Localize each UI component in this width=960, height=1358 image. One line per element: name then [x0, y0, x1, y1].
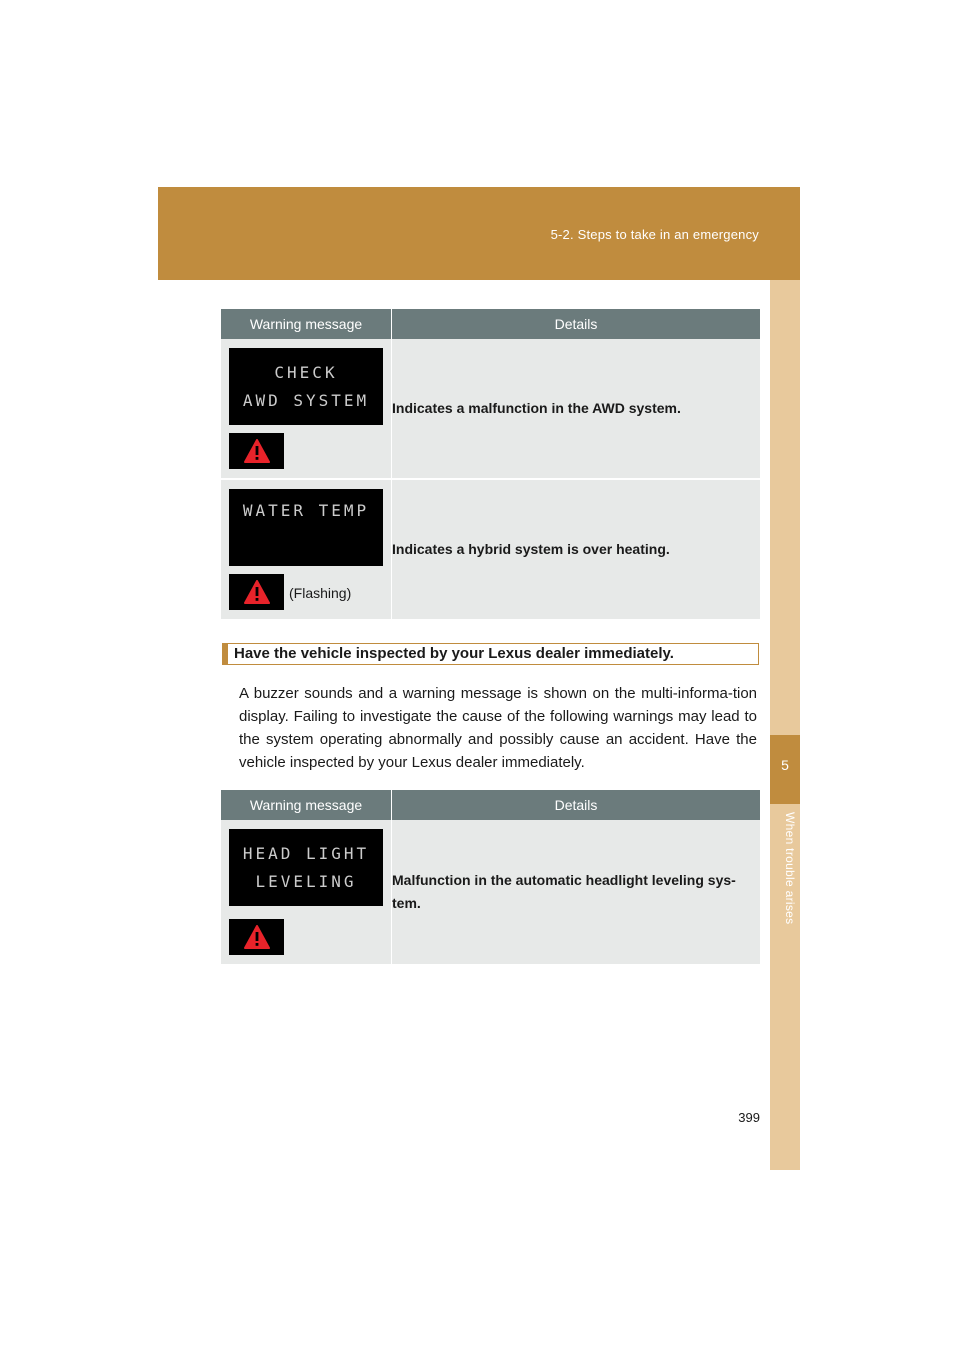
chapter-title: When trouble arises — [783, 812, 797, 925]
side-strip — [770, 280, 800, 1170]
header-warning-message: Warning message — [221, 790, 392, 820]
warning-table-1 — [221, 309, 760, 621]
table-row — [221, 820, 760, 965]
warning-triangle-icon — [229, 433, 284, 469]
warning-triangle-icon — [229, 574, 284, 610]
header-details: Details — [392, 790, 761, 820]
table-row — [221, 339, 760, 479]
details-cell: Indicates a malfunction in the AWD system. — [392, 339, 761, 479]
chapter-number: 5 — [781, 757, 789, 773]
table-header-row — [221, 309, 760, 339]
lcd-display — [229, 829, 383, 906]
details-cell: Malfunction in the automatic headlight leveling sys-tem. — [392, 820, 761, 965]
display-line: AWD SYSTEM — [242, 390, 370, 410]
warning-image-cell — [221, 820, 392, 965]
warning-image-cell — [221, 339, 392, 479]
table-row — [221, 479, 760, 620]
chapter-tab[interactable] — [770, 735, 800, 804]
header-band — [158, 187, 800, 280]
display-line: CHECK — [274, 362, 338, 382]
section-title: 5-2. Steps to take in an emergency — [550, 227, 759, 242]
page-number: 399 — [738, 1110, 760, 1125]
table-header-row — [221, 790, 760, 820]
display-line: HEAD LIGHT — [242, 843, 370, 863]
display-line: WATER TEMP — [242, 501, 370, 520]
header-warning-message: Warning message — [221, 309, 392, 339]
warning-image-cell — [221, 479, 392, 620]
lcd-display — [229, 348, 383, 425]
display-line: LEVELING — [255, 871, 357, 891]
body-paragraph: A buzzer sounds and a warning message is shown on the multi-informa-tion display. Failing to investigate the cause of the following warnings may lead to the system operating abnormally and possibly cause an accident. Have the vehicle inspected by your Lexus dealer immediately. — [239, 685, 757, 771]
lcd-display — [229, 489, 383, 566]
header-details: Details — [392, 309, 761, 339]
section-heading: Have the vehicle inspected by your Lexus dealer immediately. — [222, 643, 759, 665]
flashing-note: (Flashing) — [289, 585, 352, 601]
warning-triangle-icon — [229, 919, 284, 955]
details-cell: Indicates a hybrid system is over heating. — [392, 479, 761, 620]
warning-table-2 — [221, 790, 760, 966]
